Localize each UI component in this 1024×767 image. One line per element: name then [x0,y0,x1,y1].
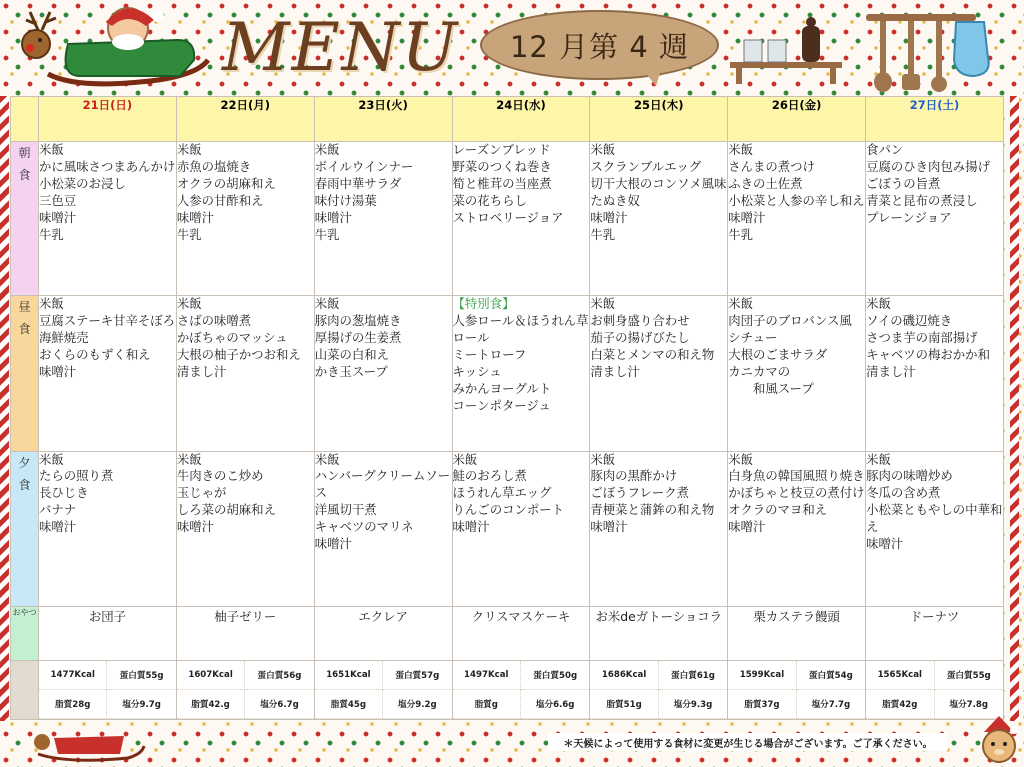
menu-item: 味噌汁 [176,519,215,535]
menu-item: 白身魚の韓国風照り焼き [728,468,865,484]
menu-item: しろ菜の胡麻和え [176,502,276,518]
menu-item: キャベツの梅おかか和 [866,347,990,363]
menu-item: たぬき奴 [590,192,640,208]
lunch-cell [452,296,590,451]
menu-item: 筍と椎茸の当座煮 [452,175,552,191]
snack-cell: 柚子ゼリー [176,606,314,660]
menu-item: キッシュ [452,363,502,379]
dinner-cell [39,451,177,606]
menu-item: 茄子の揚げびたし [590,330,690,346]
kcal-value: 1686Kcal [590,661,658,690]
menu-item: 豆腐のひき肉包み揚げ [866,158,990,174]
snack-cell: お米deガトーショコラ [590,606,728,660]
menu-item: キャベツのマリネ [314,519,414,535]
menu-item: ふきの土佐煮 [728,175,803,191]
kcal-value: 1651Kcal [315,661,383,690]
breakfast-cell [39,142,177,296]
dinner-label [11,451,39,606]
menu-item: 味噌汁 [39,363,77,379]
nutrition-cell [39,660,177,719]
kcal-value: 1565Kcal [866,661,934,690]
day-header-sat: 27日(土) [866,97,1004,142]
notice-text: ＊天候によって使用する食材に変更が生じる場合がございます。ご了承ください。 [548,733,948,751]
menu-item: 味噌汁 [728,209,766,225]
menu-item: 米飯 [176,296,202,312]
menu-item: 青菜と昆布の煮浸し [866,192,978,208]
week-bubble [480,10,719,80]
right-candy-stripe [1010,96,1019,721]
menu-item: 人参ロール＆ほうれん草ロール [452,313,589,346]
menu-item: ソイの磯辺焼き [866,313,953,329]
menu-item: 味噌汁 [590,209,628,225]
nutrition-label [11,660,39,719]
menu-item: ハンバーグクリームソース [314,468,451,501]
menu-item: 春雨中華サラダ [314,175,402,191]
menu-item: さんまの煮つけ [728,158,815,174]
menu-item: 味噌汁 [39,209,77,225]
menu-item: 小松菜と人参の辛し和え [728,192,865,208]
kitchen-utensils-icon [722,4,1022,94]
menu-item: おくらのもずく和え [39,347,151,363]
menu-item: カニカマの [728,363,791,379]
menu-item: 冬瓜の含め煮 [866,485,941,501]
menu-item: 味噌汁 [452,519,490,535]
lunch-label [11,296,39,451]
menu-item: 味噌汁 [176,209,215,225]
protein-value: 蛋白質56g [245,661,313,690]
day-header-wed: 24日(水) [452,97,590,142]
day-header-thu: 25日(木) [590,97,728,142]
dinner-cell [176,451,314,606]
lunch-cell [728,296,866,451]
menu-item: レーズンブレッド [452,142,551,158]
menu-item: 【特別食】 [452,296,515,312]
day-header-mon: 22日(月) [176,97,314,142]
menu-item: 切干大根のコンソメ風味 [590,175,727,191]
menu-item: 山菜の白和え [314,347,390,363]
oven-mitt-icon [954,22,989,76]
menu-item: 和風スープ [728,380,814,396]
fat-value: 脂質51g [590,690,658,719]
lunch-cell [176,296,314,451]
menu-item: 菜の花ちらし [452,192,527,208]
menu-item: 米飯 [728,296,753,312]
menu-item: お刺身盛り合わせ [590,313,690,329]
nutrition-cell [176,660,314,719]
dinner-cell [452,451,590,606]
day-header-fri: 26日(金) [728,97,866,142]
menu-item: 米飯 [866,296,891,312]
menu-item: 米飯 [176,142,202,158]
nutrition-cell [728,660,866,719]
dinner-cell [590,451,728,606]
fat-value: 脂質45g [315,690,383,719]
left-candy-stripe [0,96,9,721]
day-header-tue: 23日(火) [314,97,452,142]
lunch-cell [590,296,728,451]
salt-value: 塩分7.8g [935,690,1003,719]
menu-item: ストロベリージョア [452,209,564,225]
menu-item: 白菜とメンマの和え物 [590,347,715,363]
salt-value: 塩分7.7g [797,690,865,719]
menu-item: 厚揚げの生姜煮 [314,330,402,346]
breakfast-cell [866,142,1004,296]
dinner-label-text: 夕食 [18,455,31,492]
snack-cell: お団子 [39,606,177,660]
lunch-label-text: 昼食 [18,300,31,337]
menu-item: 味噌汁 [866,536,904,552]
menu-item: 鮭のおろし煮 [452,468,527,484]
menu-item: 牛乳 [176,226,202,242]
menu-item: みかんヨーグルト [452,380,552,396]
menu-item: 米飯 [39,451,64,467]
menu-item: 米飯 [728,451,753,467]
menu-item: 米飯 [866,451,891,467]
menu-item: シチュー [728,330,778,346]
lunch-cell [39,296,177,451]
menu-item: 大根の柚子かつお和え [176,347,301,363]
protein-value: 蛋白質57g [383,661,451,690]
menu-item: オクラの胡麻和え [176,175,276,191]
breakfast-cell [176,142,314,296]
menu-item: 牛肉きのこ炒め [176,468,264,484]
breakfast-cell [452,142,590,296]
menu-item: たらの照り煮 [39,468,114,484]
kcal-value: 1497Kcal [453,661,521,690]
dinner-cell [314,451,452,606]
fat-value: 脂質37g [728,690,796,719]
menu-item: 大根のごまサラダ [728,347,828,363]
menu-item: 味噌汁 [314,209,352,225]
snack-cell: 栗カステラ饅頭 [728,606,866,660]
snack-cell: クリスマスケーキ [452,606,590,660]
day-header-sun: 21日(日) [39,97,177,142]
lunch-row [11,296,1004,451]
kcal-value: 1599Kcal [728,661,796,690]
menu-item: 清まし汁 [176,363,227,379]
protein-value: 蛋白質55g [935,661,1003,690]
menu-item: 味噌汁 [590,519,628,535]
nutrition-cell [866,660,1004,719]
breakfast-cell [314,142,452,296]
protein-value: 蛋白質50g [521,661,589,690]
menu-item: さばの味噌煮 [176,313,252,329]
menu-table [10,96,1004,720]
menu-item: ミートローフ [452,347,527,363]
pepper-mill-icon [802,17,820,62]
salt-value: 塩分9.2g [383,690,451,719]
menu-item: 豚肉の葱塩焼き [314,313,402,329]
week-label: 12 月第 4 週 [509,29,689,64]
menu-item: ボイルウインナー [314,158,414,174]
menu-item: かぼちゃと枝豆の煮付け [728,485,865,501]
menu-item: 米飯 [314,296,340,312]
header-corner [11,97,39,142]
page-header [0,0,1024,96]
menu-item: 豚肉の味噌炒め [866,468,953,484]
menu-item: 牛乳 [39,226,64,242]
protein-value: 蛋白質54g [797,661,865,690]
nutrition-cell [590,660,728,719]
breakfast-label [11,142,39,296]
breakfast-cell [590,142,728,296]
menu-item: 小松菜ともやしの中華和え [866,502,1003,535]
menu-item: かき玉スープ [314,363,388,379]
menu-item: スクランブルエッグ [590,158,702,174]
menu-item: 米飯 [452,451,478,467]
menu-item: プレーンジョア [866,209,952,225]
menu-item: ごぼうフレーク煮 [590,485,690,501]
day-header-row [11,97,1004,142]
menu-item: 米飯 [590,296,616,312]
snack-row [11,606,1004,660]
menu-item: 味噌汁 [314,536,352,552]
menu-item: 豚肉の黒酢かけ [590,468,678,484]
salt-value: 塩分6.6g [521,690,589,719]
menu-title: MENU [222,9,460,86]
menu-item: 野菜のつくね巻き [452,158,552,174]
reindeer-icon [22,12,56,58]
snack-cell: ドーナツ [866,606,1004,660]
menu-item: 豆腐ステーキ甘辛そぼろ [39,313,176,329]
breakfast-cell [728,142,866,296]
nutrition-cell [314,660,452,719]
menu-item: 牛乳 [590,226,616,242]
menu-item: 青梗菜と蒲鉾の和え物 [590,502,715,518]
menu-item: 米飯 [590,142,616,158]
fat-value: 脂質28g [39,690,107,719]
menu-item: 食パン [866,142,904,158]
menu-item: コーンポタージュ [452,397,551,413]
dinner-row [11,451,1004,606]
nutrition-row [11,660,1004,719]
kcal-value: 1477Kcal [39,661,107,690]
menu-item: 海鮮焼売 [39,330,89,346]
bubble-tail [640,66,662,86]
menu-item: 米飯 [39,296,64,312]
menu-item: オクラのマヨ和え [728,502,828,518]
lunch-cell [866,296,1004,451]
fat-value: 脂質42.g [177,690,245,719]
salt-value: 塩分6.7g [245,690,313,719]
menu-item: 牛乳 [728,226,753,242]
menu-item: ほうれん草エッグ [452,485,552,501]
salt-value: 塩分9.7g [107,690,175,719]
menu-item: 肉団子のブロバンス風 [728,313,852,329]
menu-item: 牛乳 [314,226,340,242]
menu-item: 味付け湯葉 [314,192,377,208]
breakfast-label-text: 朝食 [18,146,31,183]
bear-icon [976,716,1022,766]
menu-item: 味噌汁 [728,519,766,535]
menu-item: 人参の甘酢和え [176,192,264,208]
nutrition-cell [452,660,590,719]
sleigh-decoration-icon [28,724,148,764]
santa-sleigh-icon [8,4,218,92]
menu-item: 三色豆 [39,192,77,208]
lunch-cell [314,296,452,451]
menu-item: かぼちゃのマッシュ [176,330,288,346]
fat-value: 脂質42g [866,690,934,719]
salt-value: 塩分9.3g [659,690,727,719]
dinner-cell [728,451,866,606]
menu-item: 洋風切干煮 [314,502,377,518]
breakfast-row [11,142,1004,296]
menu-item: 玉じゃが [176,485,227,501]
dinner-cell [866,451,1004,606]
protein-value: 蛋白質61g [659,661,727,690]
menu-item: 米飯 [728,142,753,158]
menu-item: 米飯 [176,451,202,467]
snack-cell: エクレア [314,606,452,660]
menu-item: かに風味さつまあんかけ [39,158,176,174]
fat-value: 脂質g [453,690,521,719]
menu-item: ごぼうの旨煮 [866,175,941,191]
menu-item: バナナ [39,502,77,518]
menu-item: 味噌汁 [39,519,77,535]
protein-value: 蛋白質55g [107,661,175,690]
menu-item: 清まし汁 [866,363,916,379]
menu-item: りんごのコンポート [452,502,565,518]
menu-item: 小松菜のお浸し [39,175,126,191]
kcal-value: 1607Kcal [177,661,245,690]
menu-item: 米飯 [314,142,340,158]
menu-item: 米飯 [39,142,64,158]
menu-item: 清まし汁 [590,363,640,379]
menu-item: 米飯 [590,451,616,467]
menu-item: 赤魚の塩焼き [176,158,252,174]
menu-item: 長ひじき [39,485,89,501]
snack-label: おやつ [11,606,39,660]
menu-item: 米飯 [314,451,340,467]
menu-item: さつま芋の南部揚げ [866,330,978,346]
